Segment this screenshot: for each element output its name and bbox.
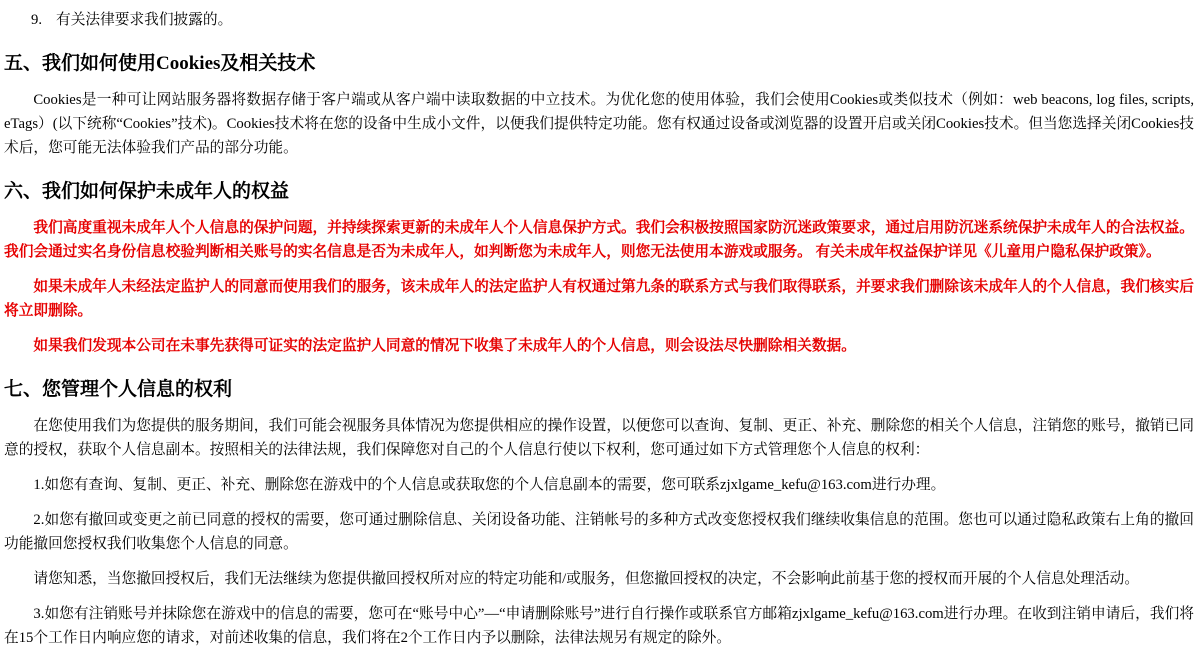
minors-paragraph-2: 如果未成年人未经法定监护人的同意而使用我们的服务，该未成年人的法定监护人有权通过第九条的联系方式与我们取得联系，并要求我们删除该未成年人的个人信息，我们核实后将立即删除。 (4, 279, 1194, 319)
section-heading-cookies: 五、我们如何使用Cookies及相关技术 (4, 53, 316, 74)
section-heading-rights: 七、您管理个人信息的权利 (4, 379, 233, 400)
minors-paragraph-1: 我们高度重视未成年人个人信息的保护问题，并持续探索更新的未成年人个人信息保护方式。我们会积极按照国家防沉迷政策要求，通过启用防沉迷系统保护未成年人的合法权益。我们会通过实名身份信息校验判断相关账号的实名信息是否为未成年人，如判断您为未成年人，则您无法使用本游戏或服务。 有关未成年权益保护详见《儿童用户隐私保护政策》。 (4, 220, 1194, 260)
list-item-legal-disclosure (31, 8, 1194, 32)
rights-intro-paragraph: 在您使用我们为您提供的服务期间，我们可能会视服务具体情况为您提供相应的操作设置，以便您可以查询、复制、更正、补充、删除您的相关个人信息，注销您的账号，撤销已同意的授权，获取个人信息副本。按照相关的法律法规，我们保障您对自己的个人信息行使以下权利，您可通过如下方式管理您个人信息的权利： (4, 418, 1194, 458)
rights-withdrawal-note: 请您知悉，当您撤回授权后，我们无法继续为您提供撤回授权所对应的特定功能和/或服务，但您撤回授权的决定，不会影响此前基于您的授权而开展的个人信息处理活动。 (33, 571, 1140, 587)
rights-item-3: 3.如您有注销账号并抹除您在游戏中的信息的需要，您可在“账号中心”—“申请删除账号”进行自行操作或联系官方邮箱zjxlgame_kefu@163.com进行办理。在收到注销申请后，我们将在15个工作日内响应您的请求，对前述收集的信息，我们将在2个工作日内予以删除，法律法规另有规定的除外。 (4, 606, 1194, 646)
list-item-number: 9. (31, 12, 43, 28)
rights-item-1: 1.如您有查询、复制、更正、补充、删除您在游戏中的个人信息或获取您的个人信息副本的需要，您可联系zjxlgame_kefu@163.com进行办理。 (33, 477, 946, 493)
cookies-paragraph: Cookies是一种可让网站服务器将数据存储于客户端或从客户端中读取数据的中立技术。为优化您的使用体验，我们会使用Cookies或类似技术（例如：web beacons, log files, scripts, eTags）(以下统称“Cookies”技术)。Cookies技术将在您的设备中生成小文件，以便我们提供特定功能。您有权通过设备或浏览器的设置开启或关闭Cookies技术。但当您选择关闭Cookies技术后，您可能无法体验我们产品的部分功能。 (4, 92, 1194, 156)
section-heading-minors: 六、我们如何保护未成年人的权益 (4, 181, 290, 202)
rights-item-2: 2.如您有撤回或变更之前已同意的授权的需要，您可通过删除信息、关闭设备功能、注销帐号的多种方式改变您授权我们继续收集信息的范围。您也可以通过隐私政策右上角的撤回功能撤回您授权我们收集您个人信息的同意。 (4, 512, 1194, 552)
list-item-text: 有关法律要求我们披露的。 (56, 12, 233, 28)
minors-paragraph-3: 如果我们发现本公司在未事先获得可证实的法定监护人同意的情况下收集了未成年人的个人信息，则会设法尽快删除相关数据。 (33, 338, 856, 354)
privacy-policy-document (4, 8, 1194, 650)
